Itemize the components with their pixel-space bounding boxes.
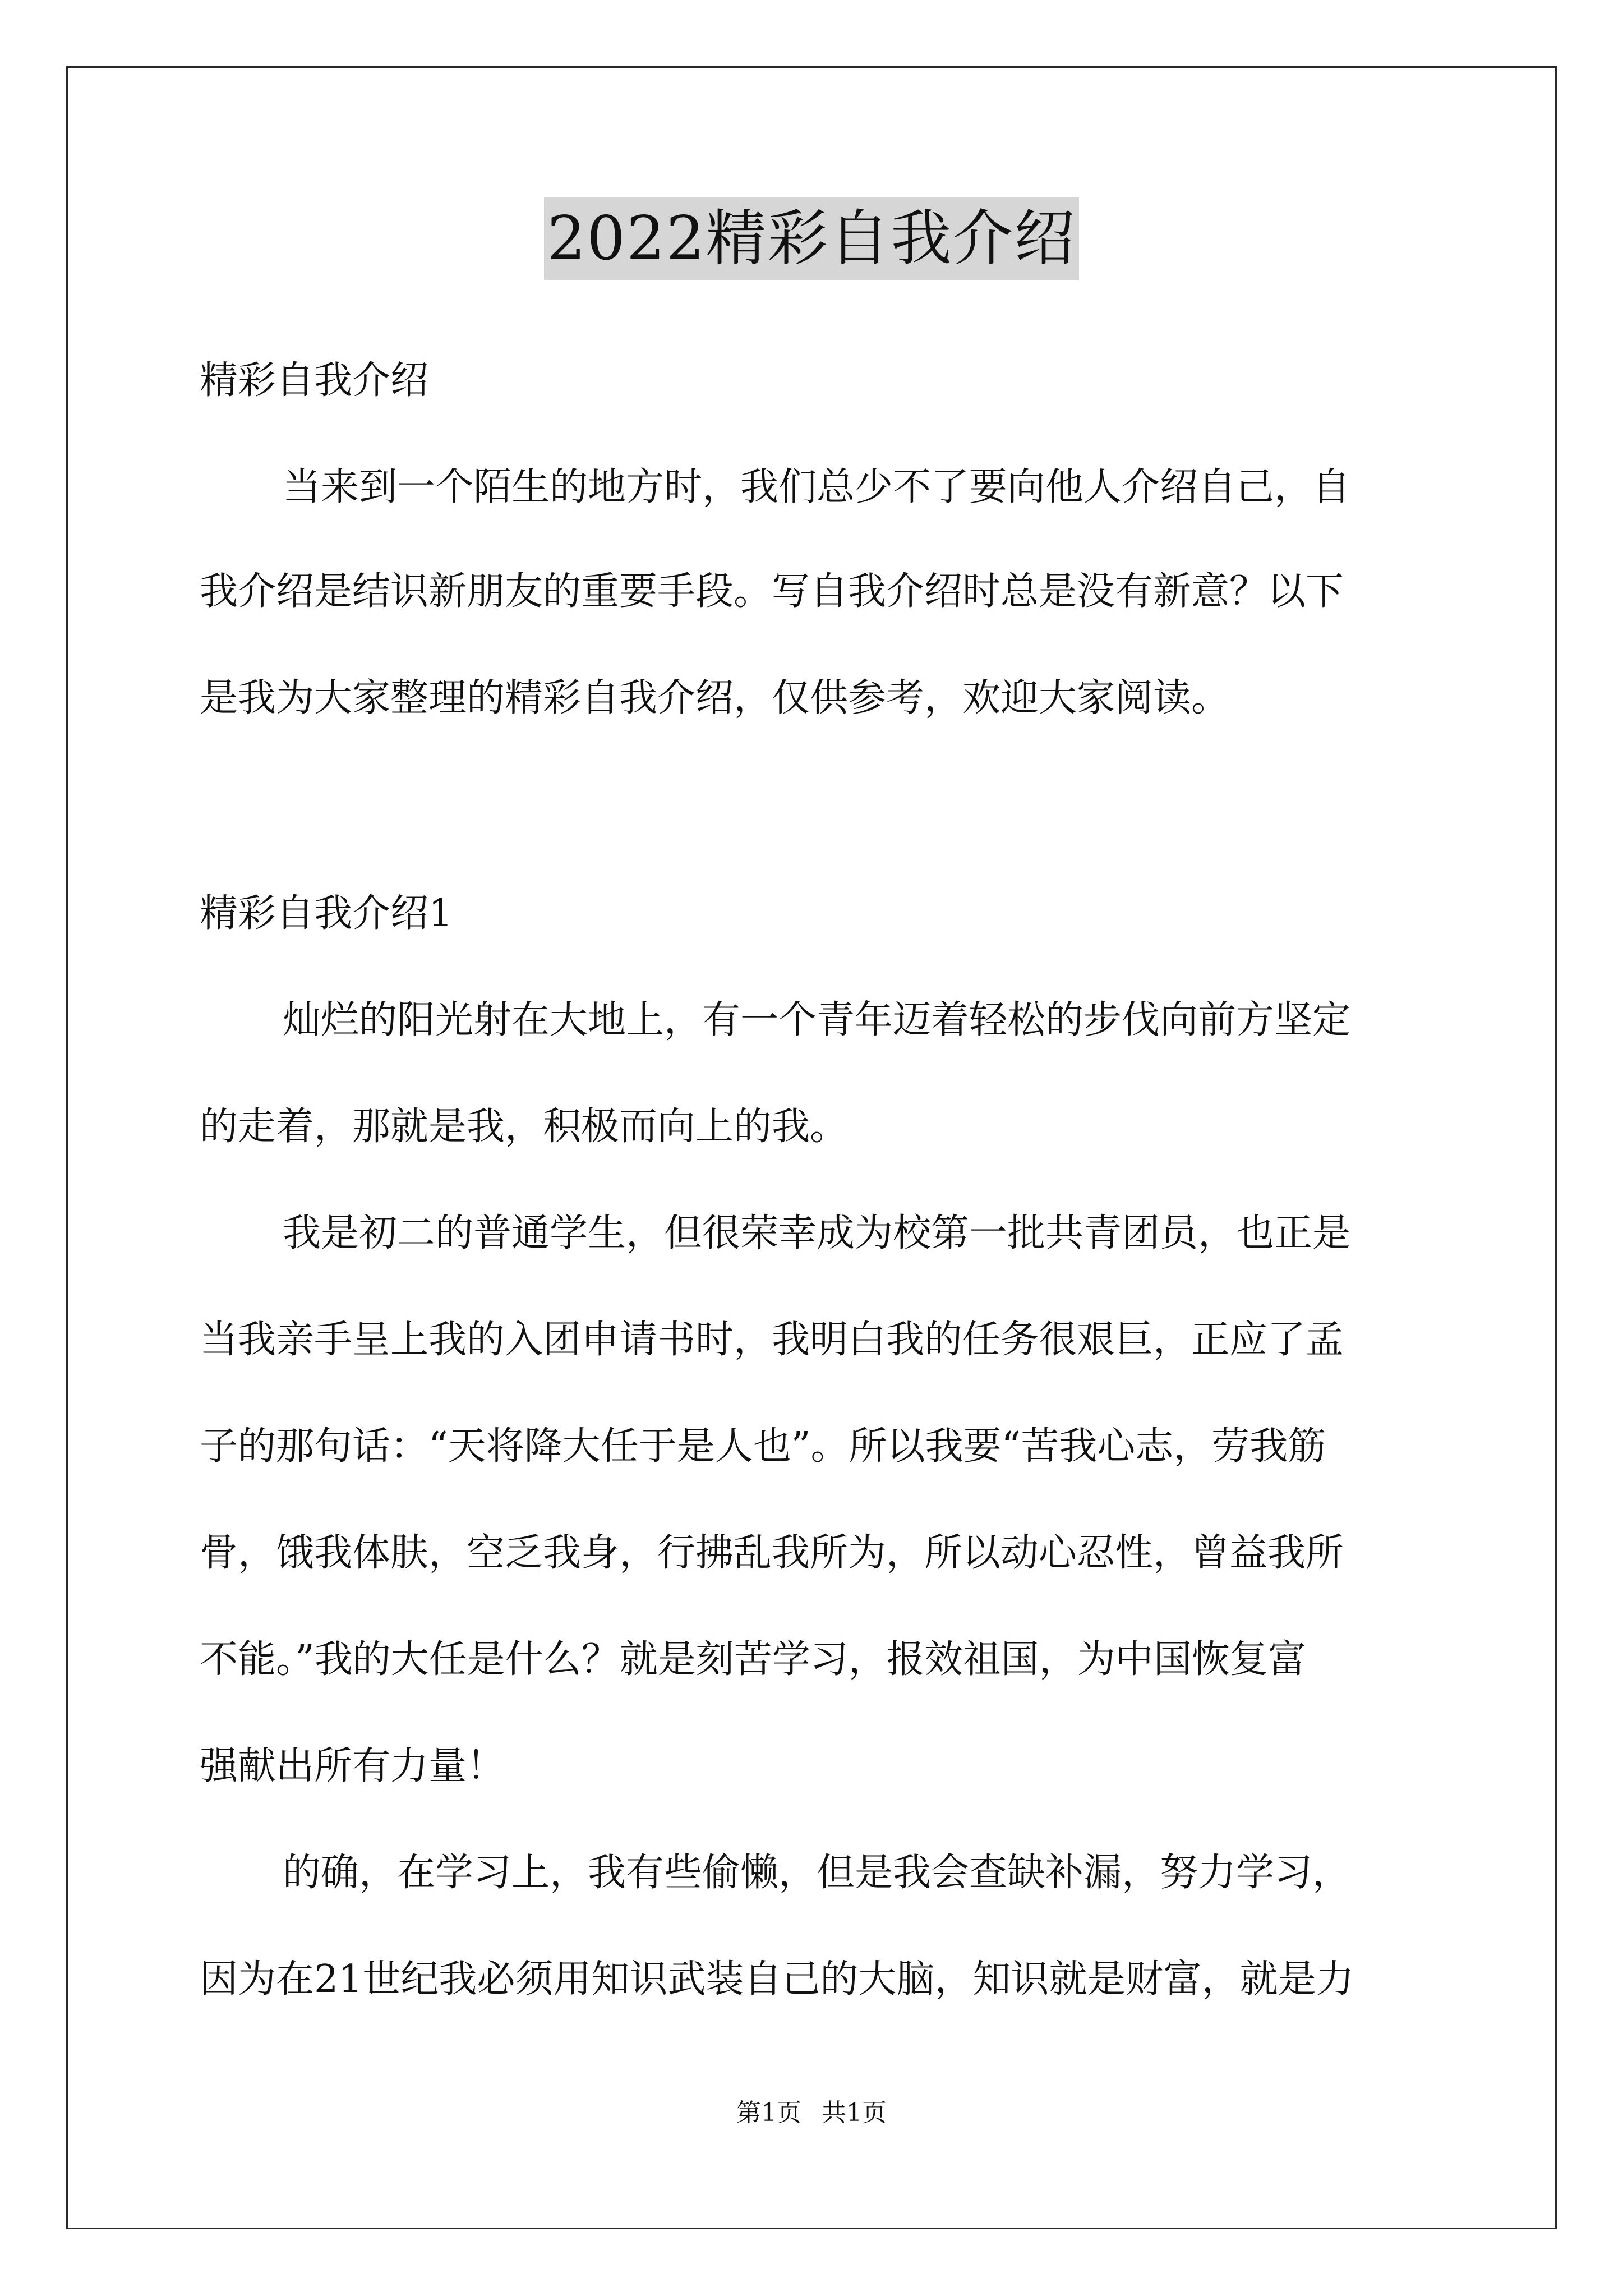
document-title: 2022精彩自我介绍 <box>544 197 1080 280</box>
text-line: 不能。”我的大任是什么？就是刻苦学习，报效祖国，为中国恢复富 <box>200 1637 1306 1682</box>
title-container <box>0 197 1623 280</box>
text-line: 精彩自我介绍1 <box>200 891 453 936</box>
text-line: 的走着，那就是我，积极而向上的我。 <box>200 1105 849 1149</box>
text-line: 是我为大家整理的精彩自我介绍，仅供参考，欢迎大家阅读。 <box>200 676 1230 720</box>
page-total: 共1页 <box>822 2099 887 2127</box>
text-line: 强献出所有力量！ <box>200 1744 505 1788</box>
text-line: 因为在21世纪我必须用知识武装自己的大脑，知识就是财富，就是力 <box>200 1957 1354 2001</box>
text-line: 骨，饿我体肤，空乏我身，行拂乱我所为，所以动心忍性，曾益我所 <box>200 1531 1344 1575</box>
text-line: 当我亲手呈上我的入团申请书时，我明白我的任务很艰巨，正应了孟 <box>200 1318 1344 1362</box>
text-line: 精彩自我介绍 <box>200 358 429 403</box>
page-footer <box>0 2096 1623 2130</box>
text-line: 的确，在学习上，我有些偷懒，但是我会查缺补漏，努力学习， <box>283 1851 1351 1895</box>
text-line: 我是初二的普通学生，但很荣幸成为校第一批共青团员，也正是 <box>283 1211 1351 1255</box>
text-line: 子的那句话：“天将降大任于是人也”。所以我要“苦我心志，劳我筋 <box>200 1424 1326 1469</box>
page-number: 第1页 <box>736 2099 801 2127</box>
text-line: 我介绍是结识新朋友的重要手段。写自我介绍时总是没有新意？以下 <box>200 569 1344 614</box>
text-line: 灿烂的阳光射在大地上，有一个青年迈着轻松的步伐向前方坚定 <box>283 998 1351 1042</box>
text-line: 当来到一个陌生的地方时，我们总少不了要向他人介绍自己，自 <box>283 465 1351 509</box>
